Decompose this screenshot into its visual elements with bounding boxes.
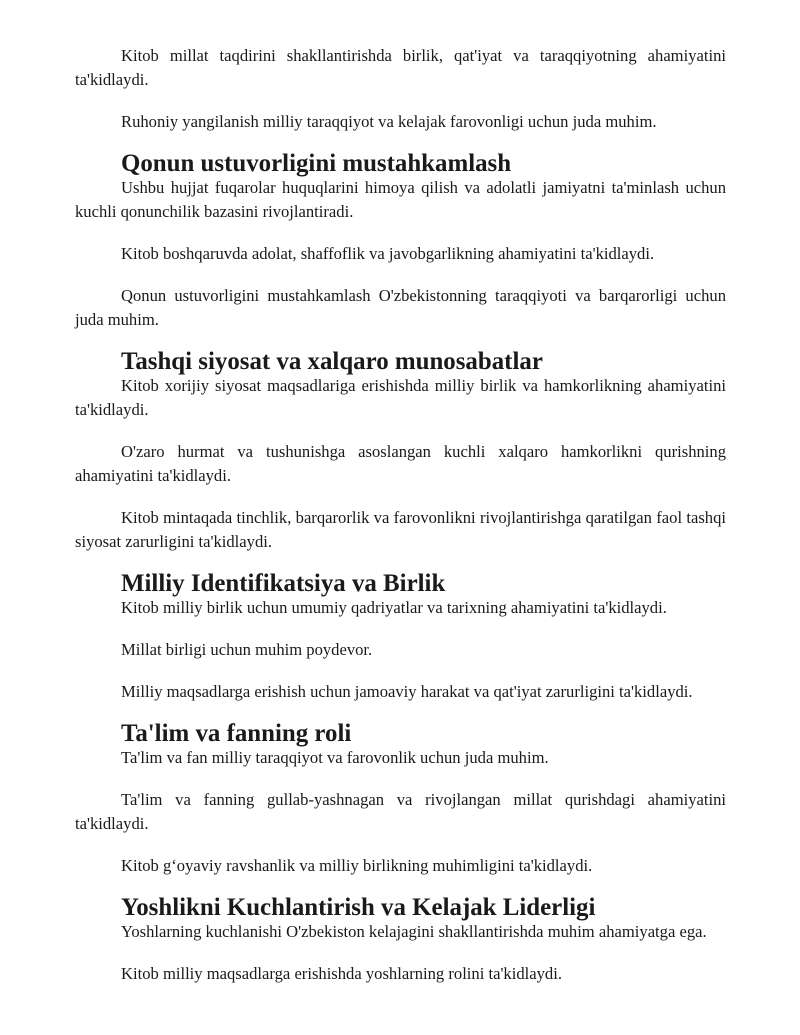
section-heading: Yoshlikni Kuchlantirish va Kelajak Liderligi bbox=[121, 894, 596, 921]
paragraph: Kitob milliy birlik uchun umumiy qadriyatlar va tarixning ahamiyatini ta'kidlaydi. bbox=[121, 598, 667, 617]
paragraph: Ta'lim va fanning gullab-yashnagan va rivojlangan millat qurishdagi ahamiyatini ta'kidlaydi. bbox=[75, 790, 726, 833]
section-youth-leadership bbox=[75, 896, 726, 986]
section-education-science bbox=[75, 722, 726, 878]
section-heading: Ta'lim va fanning roli bbox=[121, 720, 352, 747]
paragraph: Kitob xorijiy siyosat maqsadlariga erishishda milliy birlik va hamkorlikning ahamiyatini ta'kidlaydi. bbox=[75, 376, 726, 419]
paragraph: Kitob millat taqdirini shakllantirishda birlik, qat'iyat va taraqqiyotning ahamiyatini ta'kidlaydi. bbox=[75, 46, 726, 89]
section-heading: Qonun ustuvorligini mustahkamlash bbox=[121, 150, 512, 177]
section-rule-of-law bbox=[75, 152, 726, 332]
document-page bbox=[75, 44, 726, 1004]
section-intro bbox=[75, 44, 726, 134]
paragraph: Yoshlarning kuchlanishi O'zbekiston kelajagini shakllantirishda muhim ahamiyatga ega. bbox=[121, 922, 707, 941]
paragraph: Kitob boshqaruvda adolat, shaffoflik va javobgarlikning ahamiyatini ta'kidlaydi. bbox=[121, 244, 655, 263]
paragraph: Milliy maqsadlarga erishish uchun jamoaviy harakat va qat'iyat zarurligini ta'kidlaydi. bbox=[121, 682, 693, 701]
paragraph: Kitob milliy maqsadlarga erishishda yoshlarning rolini ta'kidlaydi. bbox=[121, 964, 562, 983]
paragraph: Qonun ustuvorligini mustahkamlash O'zbekistonning taraqqiyoti va barqarorligi uchun juda muhim. bbox=[75, 286, 726, 329]
section-heading: Milliy Identifikatsiya va Birlik bbox=[121, 570, 446, 597]
paragraph: Kitob g‘oyaviy ravshanlik va milliy birlikning muhimligini ta'kidlaydi. bbox=[121, 856, 593, 875]
section-foreign-policy bbox=[75, 350, 726, 554]
paragraph: O'zaro hurmat va tushunishga asoslangan kuchli xalqaro hamkorlikni qurishning ahamiyatini ta'kidlaydi. bbox=[75, 442, 726, 485]
section-national-identity bbox=[75, 572, 726, 704]
paragraph: Kitob mintaqada tinchlik, barqarorlik va farovonlikni rivojlantirishga qaratilgan faol tashqi siyosat zarurligini ta'kidlaydi. bbox=[75, 508, 726, 551]
paragraph: Ushbu hujjat fuqarolar huquqlarini himoya qilish va adolatli jamiyatni ta'minlash uchun kuchli qonunchilik bazasini rivojlantiradi. bbox=[75, 178, 726, 221]
paragraph: Ta'lim va fan milliy taraqqiyot va farovonlik uchun juda muhim. bbox=[121, 748, 549, 767]
paragraph: Ruhoniy yangilanish milliy taraqqiyot va kelajak farovonligi uchun juda muhim. bbox=[121, 112, 657, 131]
paragraph: Millat birligi uchun muhim poydevor. bbox=[121, 640, 373, 659]
section-heading: Tashqi siyosat va xalqaro munosabatlar bbox=[121, 348, 543, 375]
